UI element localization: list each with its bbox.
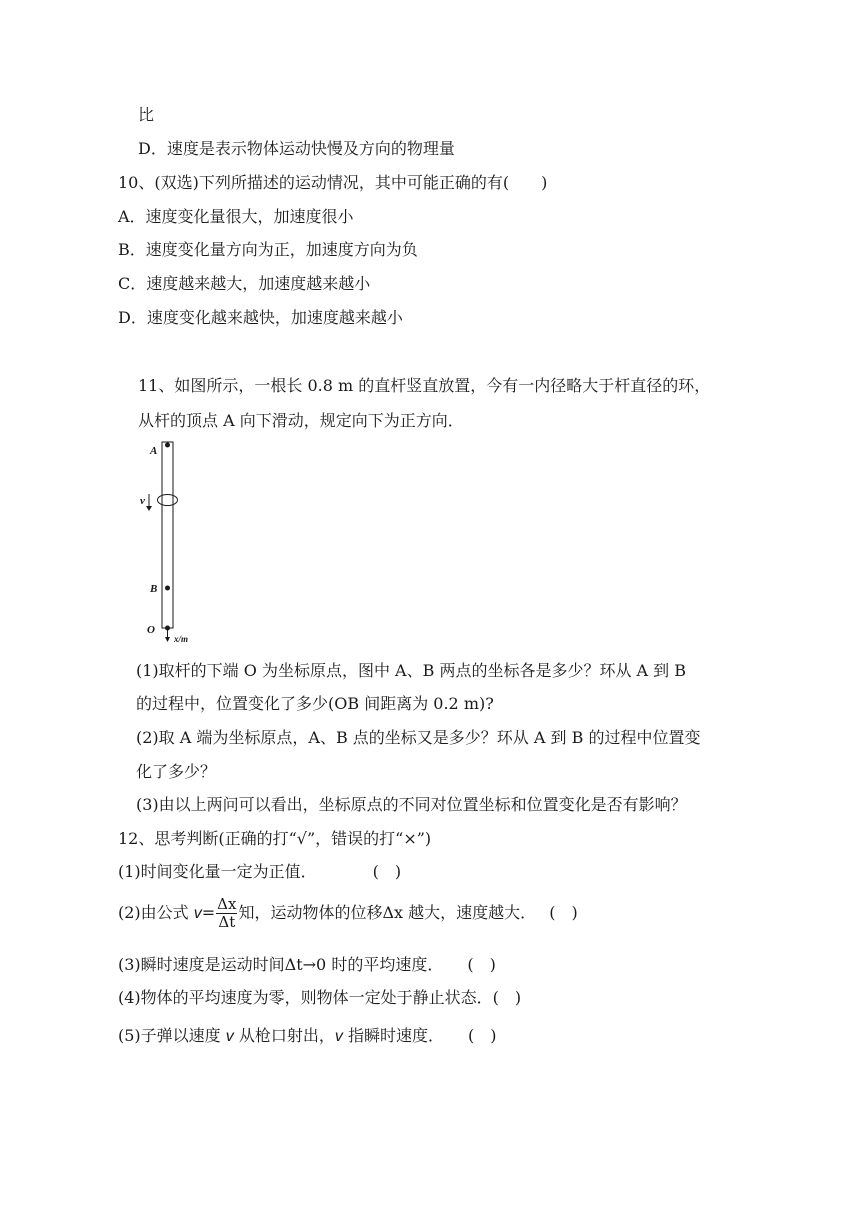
velocity-arrow-head	[146, 506, 152, 511]
equals-sign: =	[201, 903, 216, 922]
label-o: O	[147, 624, 155, 636]
q12-stem: 12、思考判断(正确的打“√”，错误的打“×”)	[118, 829, 432, 848]
q10-option-c: C．速度越来越大，加速度越来越小	[118, 274, 371, 293]
label-a: A	[150, 445, 158, 457]
fraction-numerator: Δx	[217, 895, 237, 913]
fraction-dx-dt	[216, 896, 237, 931]
q10-option-a: A．速度变化量很大，加速度很小	[118, 207, 354, 226]
q10-option-d: D．速度变化越来越快，加速度越来越小	[118, 308, 403, 327]
point-b-dot	[165, 586, 170, 591]
q12-item-2-prefix: (2)由公式	[118, 903, 194, 922]
q12-item-5-suffix: 指瞬时速度． ( )	[342, 1026, 497, 1045]
velocity-symbol: v	[334, 1028, 343, 1045]
q9-option-d: D．速度是表示物体运动快慢及方向的物理量	[138, 139, 455, 158]
rod-figure	[140, 438, 210, 646]
q11-part2-line2: 化了多少？	[136, 762, 217, 781]
q11-part3: (3)由以上两问可以看出，坐标原点的不同对位置坐标和位置变化是否有影响？	[136, 795, 687, 814]
x-axis-arrow-head	[165, 637, 170, 642]
q11-part1-line1: (1)取杆的下端 O 为坐标原点，图中 A、B 两点的坐标各是多少？环从 A 到 B	[136, 661, 687, 680]
q11-stem-line2: 从杆的顶点 A 向下滑动，规定向下为正方向．	[138, 411, 464, 430]
label-x-axis: x/m	[174, 634, 189, 644]
vertical-rod	[162, 442, 173, 628]
q12-item-2-suffix: 知，运动物体的位移Δx 越大，速度越大． ( )	[238, 903, 578, 922]
q10-option-b: B．速度变化量方向为正，加速度方向为负	[118, 240, 418, 259]
option-c-continuation: 比	[138, 105, 155, 124]
q12-item-1: (1)时间变化量一定为正值． ( )	[118, 862, 402, 881]
q12-item-5-prefix: (5)子弹以速度	[118, 1026, 226, 1045]
fraction-denominator: Δt	[218, 913, 236, 931]
velocity-symbol: v	[225, 1028, 234, 1045]
q11-stem-line1: 11、如图所示，一根长 0.8 m 的直杆竖直放置，今有一内径略大于杆直径的环，	[138, 376, 711, 395]
label-b: B	[150, 583, 158, 595]
q12-item-4: (4)物体的平均速度为零，则物体一定处于静止状态．( )	[118, 988, 522, 1007]
q11-part1-line2: 的过程中，位置变化了多少(OB 间距离为 0.2 m)?	[136, 694, 494, 713]
velocity-symbol: v	[193, 905, 202, 922]
ring	[158, 495, 178, 506]
q12-item-5-mid: 从枪口射出，	[233, 1026, 335, 1045]
q12-item-5	[118, 1026, 496, 1047]
label-v: v	[140, 495, 145, 507]
rod-diagram	[140, 438, 210, 650]
q12-item-2	[118, 895, 578, 932]
q10-stem: 10、(双选)下列所描述的运动情况，其中可能正确的有( )	[118, 173, 548, 192]
q12-item-3: (3)瞬时速度是运动时间Δt→0 时的平均速度． ( )	[118, 955, 496, 974]
q11-part2-line1: (2)取 A 端为坐标原点，A、B 点的坐标又是多少？环从 A 到 B 的过程中位置变	[136, 728, 701, 747]
point-a-dot	[165, 443, 170, 448]
